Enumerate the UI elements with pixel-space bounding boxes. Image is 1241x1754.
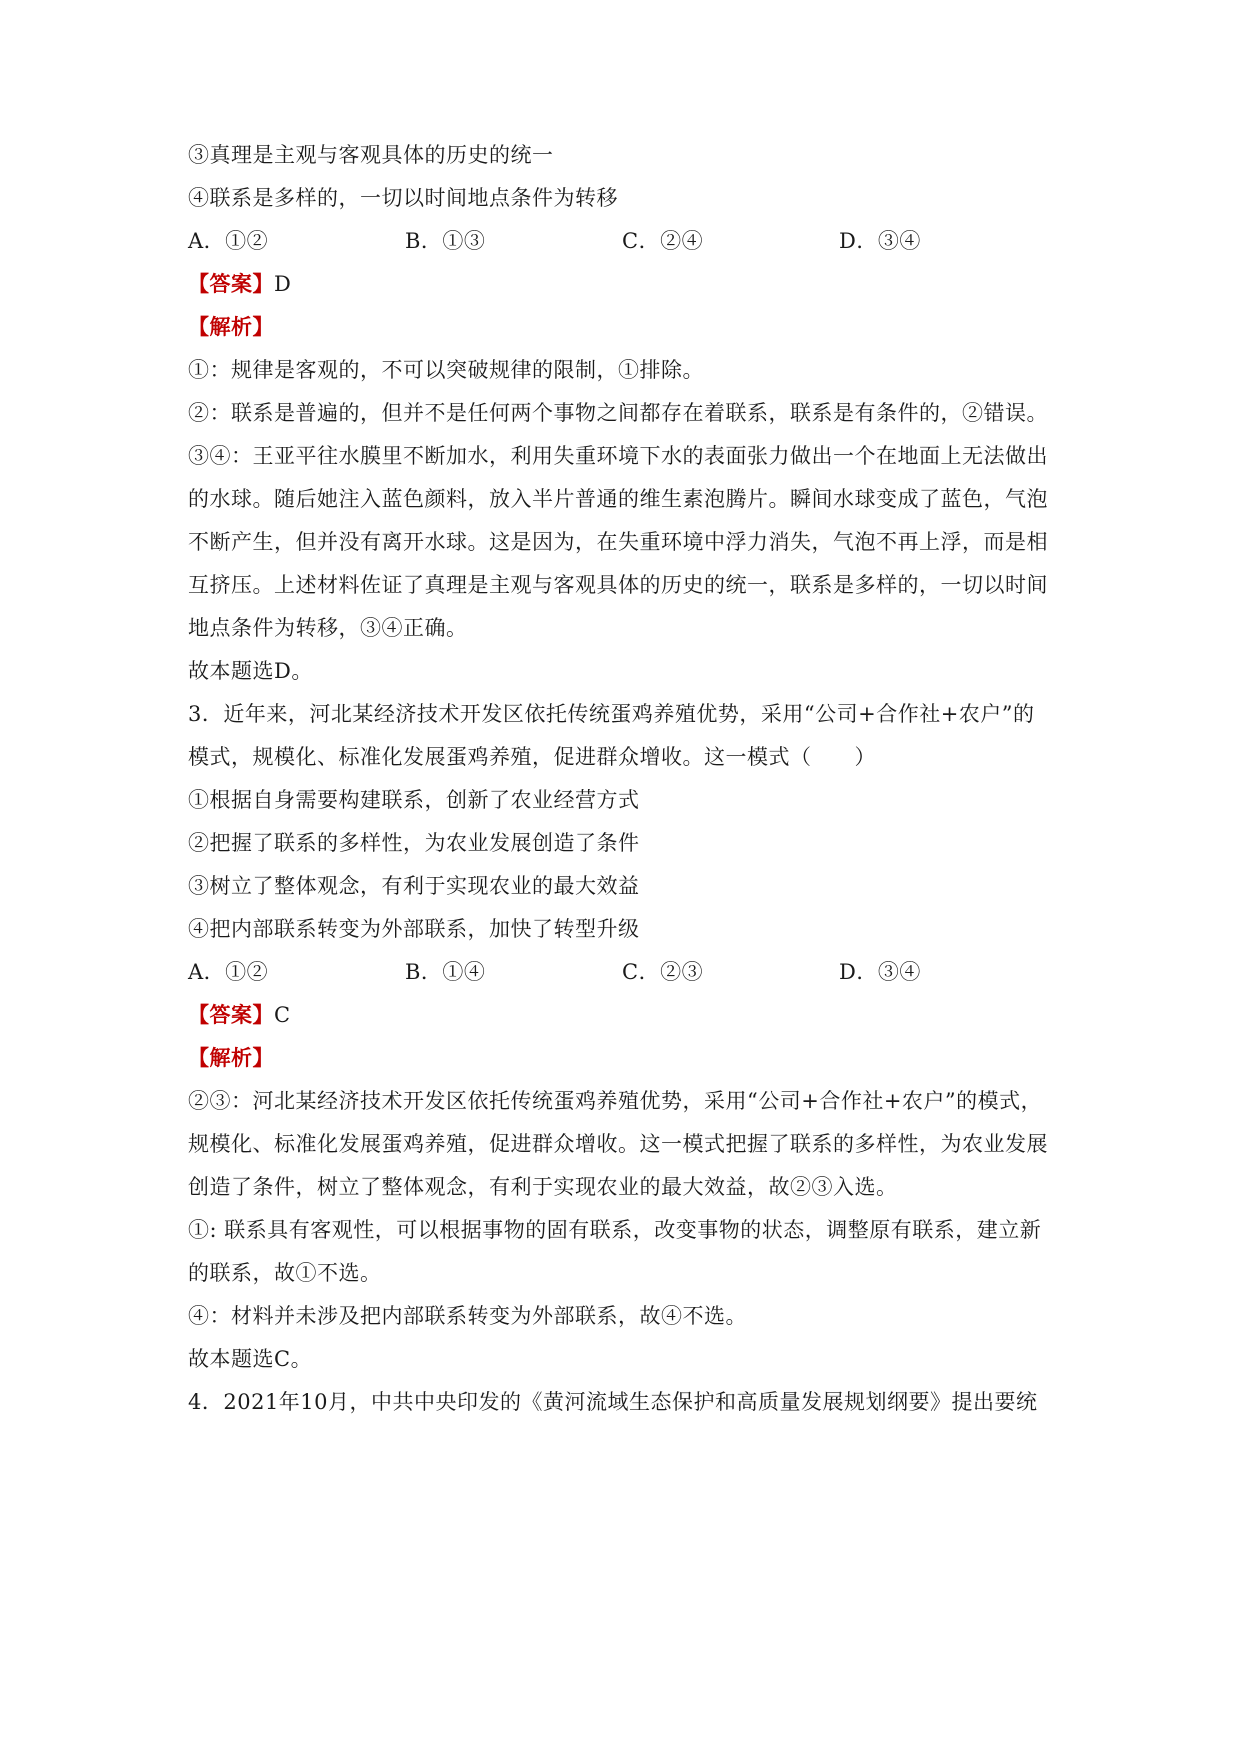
q3-stem-line: 3．近年来，河北某经济技术开发区依托传统蛋鸡养殖优势，采用“公司+合作社+农户”的 [188, 702, 1035, 726]
q2-analysis-line: ②：联系是普遍的，但并不是任何两个事物之间都存在着联系，联系是有条件的，②错误。 [188, 401, 1048, 425]
q3-analysis-heading [188, 1043, 274, 1073]
q3-item-3: ③树立了整体观念，有利于实现农业的最大效益 [188, 874, 640, 898]
q3-analysis-line: 创造了条件，树立了整体观念，有利于实现农业的最大效益，故②③入选。 [188, 1175, 898, 1199]
q2-answer-tag: 【答案】 [188, 271, 274, 296]
q2-analysis-line: 互挤压。上述材料佐证了真理是主观与客观具体的历史的统一，联系是多样的，一切以时间 [188, 573, 1048, 597]
q2-option-d: D．③④ [839, 229, 921, 253]
q2-options [188, 226, 1056, 256]
q2-option-a: A．①② [188, 229, 269, 253]
q3-item-4: ④把内部联系转变为外部联系，加快了转型升级 [188, 917, 640, 941]
q3-answer-tag: 【答案】 [188, 1002, 274, 1027]
q3-answer [188, 1000, 291, 1030]
q3-analysis-line: ①: 联系具有客观性，可以根据事物的固有联系，改变事物的状态，调整原有联系，建立新 [188, 1218, 1042, 1242]
q2-analysis-tag: 【解析】 [188, 314, 274, 339]
q2-answer-value: D [274, 272, 292, 296]
q2-analysis-line: ③④：王亚平往水膜里不断加水，利用失重环境下水的表面张力做出一个在地面上无法做出 [188, 444, 1048, 468]
q2-item-3: ③真理是主观与客观具体的历史的统一 [188, 143, 554, 167]
q3-stem-line: 模式，规模化、标准化发展蛋鸡养殖，促进群众增收。这一模式（ ） [188, 745, 876, 769]
q2-item-4: ④联系是多样的，一切以时间地点条件为转移 [188, 186, 618, 210]
q3-analysis-tag: 【解析】 [188, 1045, 274, 1070]
q3-analysis-line: ②③：河北某经济技术开发区依托传统蛋鸡养殖优势，采用“公司+合作社+农户”的模式， [188, 1089, 1043, 1113]
q3-item-2: ②把握了联系的多样性，为农业发展创造了条件 [188, 831, 640, 855]
q2-analysis-line: 不断产生，但并没有离开水球。这是因为，在失重环境中浮力消失，气泡不再上浮，而是相 [188, 530, 1048, 554]
q2-conclusion: 故本题选D。 [188, 659, 313, 683]
q3-analysis-line: 的联系，故①不选。 [188, 1261, 382, 1285]
q2-analysis-line: ①：规律是客观的，不可以突破规律的限制，①排除。 [188, 358, 704, 382]
q3-option-a: A．①② [188, 960, 269, 984]
q3-item-1: ①根据自身需要构建联系，创新了农业经营方式 [188, 788, 640, 812]
q3-option-b: B．①④ [405, 960, 486, 984]
q3-analysis-line: 规模化、标准化发展蛋鸡养殖，促进群众增收。这一模式把握了联系的多样性，为农业发展 [188, 1132, 1048, 1156]
q3-answer-value: C [274, 1003, 291, 1027]
q4-stem-line: 4．2021年10月，中共中央印发的《黄河流域生态保护和高质量发展规划纲要》提出要统 [188, 1390, 1038, 1414]
q3-options [188, 957, 1056, 987]
q2-answer [188, 269, 291, 299]
q2-analysis-heading [188, 312, 274, 342]
q2-option-b: B．①③ [405, 229, 486, 253]
q2-option-c: C．②④ [622, 229, 704, 253]
q3-option-d: D．③④ [839, 960, 921, 984]
q3-analysis-line: ④：材料并未涉及把内部联系转变为外部联系，故④不选。 [188, 1304, 747, 1328]
q3-conclusion: 故本题选C。 [188, 1347, 313, 1371]
q2-analysis-line: 地点条件为转移，③④正确。 [188, 616, 468, 640]
q2-analysis-line: 的水球。随后她注入蓝色颜料，放入半片普通的维生素泡腾片。瞬间水球变成了蓝色，气泡 [188, 487, 1048, 511]
q3-option-c: C．②③ [622, 960, 704, 984]
